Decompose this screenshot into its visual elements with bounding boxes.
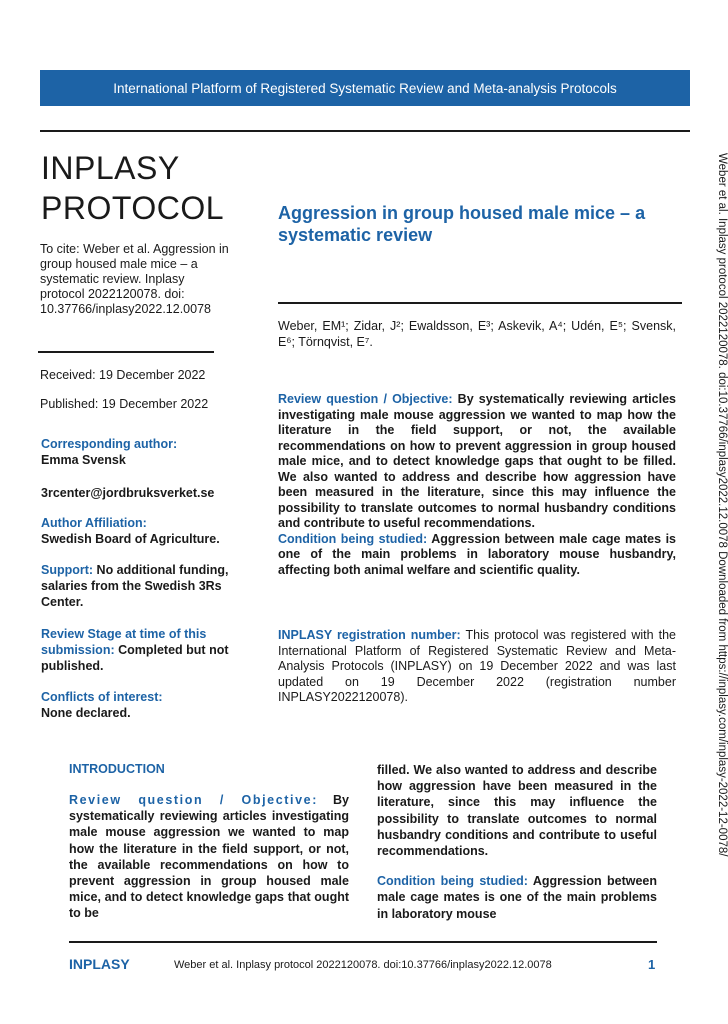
intro-col1-text: By systematically reviewing articles investigating male mouse aggression we wanted to map how the literature in the field support, or not, the available recommendations on how to prevent aggression in group housed male mice, and to detect knowledge gaps that ought to be [69, 793, 349, 921]
conflicts-label: Conflicts of interest: [41, 690, 163, 704]
footer-citation: Weber et al. Inplasy protocol 2022120078. doi:10.37766/inplasy2022.12.0078 [174, 959, 552, 971]
received-date: Received: 19 December 2022 [40, 368, 206, 382]
footer-rule [69, 941, 657, 943]
support-label: Support: [41, 563, 94, 577]
abstract-condition-text: Aggression between male cage mates is one of the main problems in laboratory mouse husbandry, affecting both animal welfare and scientific quality. [278, 531, 676, 577]
top-rule [40, 130, 690, 132]
abstract-condition [278, 532, 676, 579]
footer-logo: INPLASY [69, 956, 130, 972]
intro-condition-label: Condition being studied: [377, 874, 528, 889]
review-stage [41, 626, 236, 674]
intro-rq-label: Review question / Objective: [69, 793, 318, 807]
intro-condition [377, 873, 657, 922]
page-number: 1 [648, 957, 656, 972]
title-rule [278, 302, 682, 304]
sidebar-rule [38, 351, 214, 353]
abstract-rq-text: By systematically reviewing articles investigating male mouse aggression we wanted to map how the literature in the field support, or not, the available recommendations on how to prevent aggression in group housed male mice, and to detect knowledge gaps that ought to be filled. We also wanted to address and describe how aggression have been measured in the literature, since this may influence the possibility to translate outcomes to normal husbandry conditions and contribute to useful recommendations. [278, 392, 676, 530]
affiliation-value: Swedish Board of Agriculture. [41, 532, 220, 546]
affiliation-label: Author Affiliation: [41, 516, 147, 530]
author-email: 3rcenter@jordbruksverket.se [41, 486, 215, 500]
author-list: Weber, EM¹; Zidar, J²; Ewaldsson, E³; Askevik, A⁴; Udén, E⁵; Svensk, E⁶; Törnqvist, E⁷. [278, 319, 676, 349]
support-value: No additional funding, salaries from the Swedish 3Rs Center. [41, 563, 229, 609]
intro-condition-text: Aggression between male cage mates is one of the main problems in laboratory mouse [377, 874, 657, 921]
registration-text: This protocol was registered with the International Platform of Registered Systematic Review and Meta-Analysis Protocols (INPLASY) on 19 December 2022 and was last updated on 19 December 2022 (registration number INPLASY2022120078). [278, 628, 676, 704]
intro-review-question [69, 792, 349, 922]
article-title: Aggression in group housed male mice – a systematic review [278, 203, 646, 245]
abstract [278, 392, 676, 578]
conflicts-value: None declared. [41, 706, 131, 720]
corresponding-author [41, 436, 241, 468]
logo-line-1: INPLASY [41, 150, 180, 186]
corresponding-name: Emma Svensk [41, 453, 126, 467]
registration-label: INPLASY registration number: [278, 628, 461, 642]
author-affiliation [41, 515, 241, 547]
corresponding-label: Corresponding author: [41, 437, 178, 451]
introduction-heading: INTRODUCTION [69, 762, 165, 776]
stage-label: Review Stage at time of this submission: [41, 627, 207, 657]
registration-info [278, 628, 676, 706]
abstract-condition-label: Condition being studied: [278, 531, 428, 546]
intro-col2-text: filled. We also wanted to address and describe how aggression have been measured in the literature, since this may influence the possibility to translate outcomes to normal husbandry conditions and contribute to useful recommendations. [377, 763, 657, 859]
header-banner [40, 70, 690, 106]
stage-value: Completed but not published. [41, 643, 229, 673]
intro-column-1 [69, 792, 349, 922]
inplasy-protocol-logo [41, 148, 224, 228]
abstract-review-question [278, 392, 676, 532]
logo-line-2: PROTOCOL [41, 190, 224, 226]
abstract-rq-label: Review question / Objective: [278, 392, 453, 406]
citation-block: To cite: Weber et al. Aggression in group housed male mice – a systematic review. Inplasy protocol 2022120078. doi: 10.37766/inplasy2022.12.0078 [40, 242, 229, 316]
conflicts-of-interest [41, 689, 241, 721]
support-info [41, 562, 231, 610]
intro-column-2 [377, 762, 657, 922]
published-date: Published: 19 December 2022 [40, 397, 209, 411]
banner-text: International Platform of Registered Systematic Review and Meta-analysis Protocols [113, 80, 617, 96]
vertical-download-note: Weber et al. Inplasy protocol 2022120078. doi:10.37766/inplasy2022.12.0078 Downloaded from https://inplasy.com/inplasy-2022-12-0078/ [716, 153, 728, 857]
